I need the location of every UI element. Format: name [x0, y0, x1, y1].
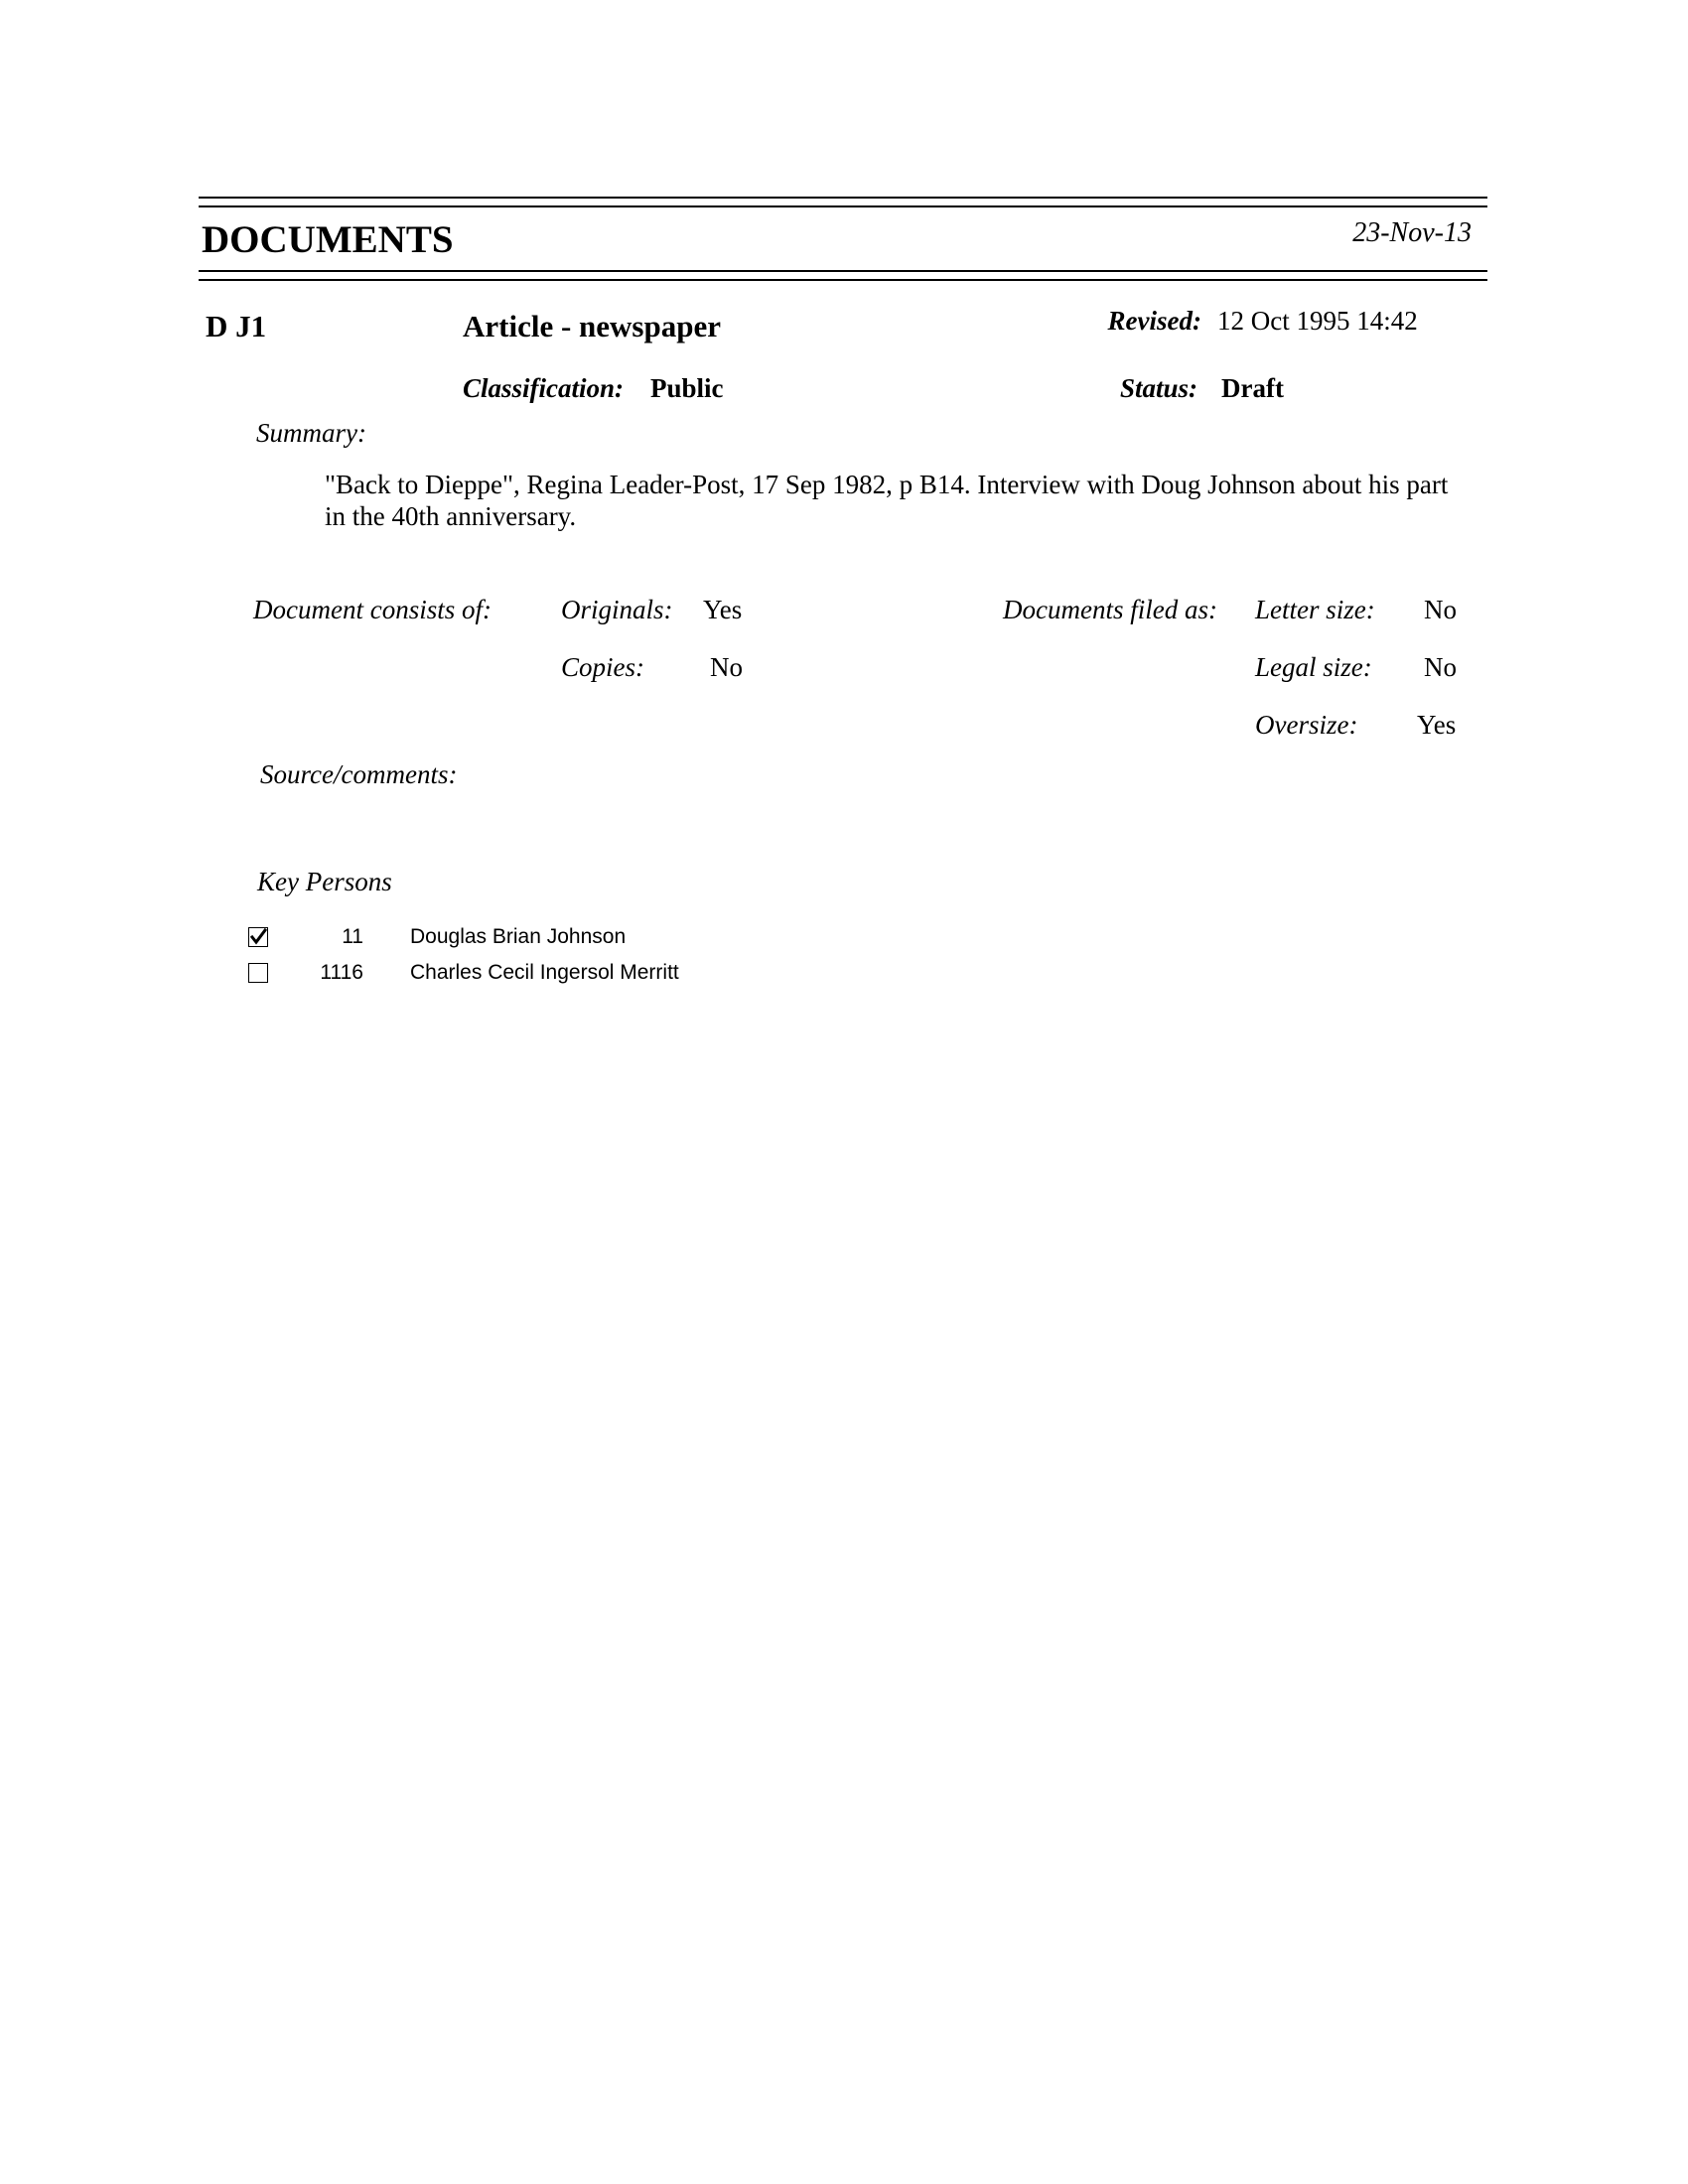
key-person-id: 11: [342, 925, 363, 948]
page-title: DOCUMENTS: [202, 218, 454, 261]
copies-value: No: [710, 652, 743, 682]
key-person-name: Douglas Brian Johnson: [410, 925, 627, 948]
key-person-name: Charles Cecil Ingersol Merritt: [410, 961, 679, 984]
key-person-id: 1116: [320, 961, 363, 984]
summary-label: Summary:: [256, 418, 366, 448]
header-bottom-rule-1: [199, 270, 1487, 272]
oversize-label: Oversize:: [1255, 710, 1358, 740]
header-bottom-rule-2: [199, 279, 1487, 281]
letter-size-label: Letter size:: [1255, 595, 1375, 624]
record-type: Article - newspaper: [463, 309, 721, 343]
check-mark-icon: [250, 928, 267, 945]
key-person-checkbox[interactable]: [248, 927, 268, 947]
originals-label: Originals:: [561, 595, 673, 624]
originals-value: Yes: [703, 595, 743, 624]
summary-text: "Back to Dieppe", Regina Leader-Post, 17 Sep 1982, p B14. Interview with Doug Johnson about his part in the 40th anniversary.: [325, 470, 1449, 531]
copies-label: Copies:: [561, 652, 644, 682]
revised-value: 12 Oct 1995 14:42: [1217, 306, 1418, 336]
status-value: Draft: [1221, 373, 1284, 403]
report-date: 23-Nov-13: [1352, 217, 1472, 248]
key-person-checkbox[interactable]: [248, 963, 268, 983]
legal-size-value: No: [1424, 652, 1457, 682]
filed-label: Documents filed as:: [1003, 595, 1217, 624]
oversize-value: Yes: [1417, 710, 1457, 740]
classification-value: Public: [650, 373, 724, 403]
source-comments-label: Source/comments:: [260, 759, 458, 789]
classification-label: Classification:: [463, 373, 625, 403]
legal-size-label: Legal size:: [1255, 652, 1372, 682]
consists-label: Document consists of:: [253, 595, 492, 624]
key-persons-label: Key Persons: [257, 867, 392, 896]
revised-label: Revised:: [1107, 306, 1201, 336]
header-top-rule-2: [199, 205, 1487, 207]
status-label: Status:: [1120, 373, 1198, 403]
letter-size-value: No: [1424, 595, 1457, 624]
header-top-rule-1: [199, 197, 1487, 199]
record-id: D J1: [206, 309, 267, 343]
